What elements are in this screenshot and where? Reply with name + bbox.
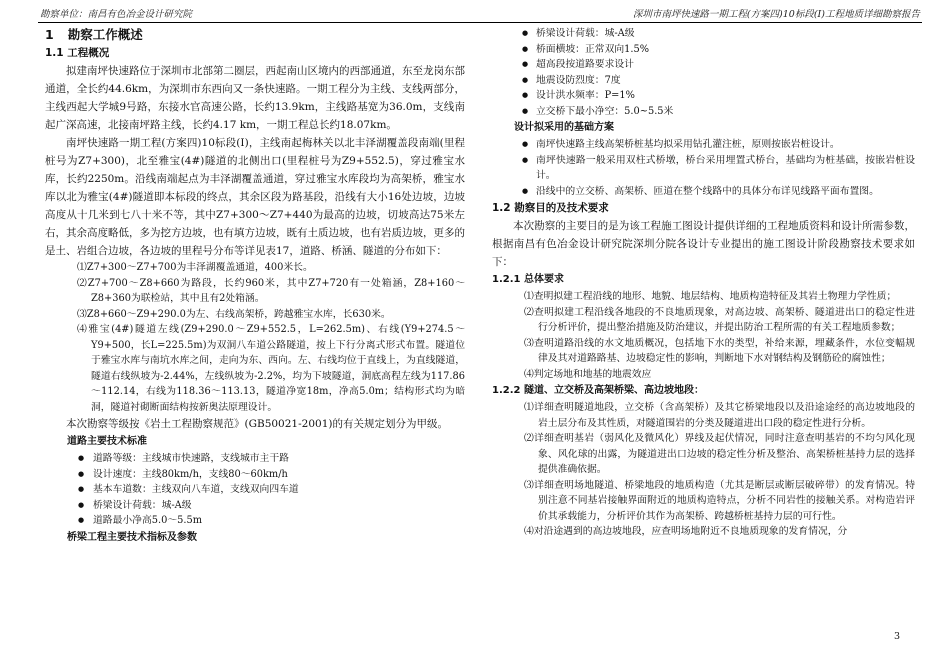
list-item: ● 设计速度：主线80km/h，支线80～60km/h — [45, 467, 465, 483]
list-item: ⑵详细查明基岩（弱风化及微风化）界线及起伏情况，同时注意查明基岩的不均匀风化现象、风化球的出露，为隧道进出口边坡的稳定性分析及整治、高架桥桩基持力层的选择提供准确依据。 — [524, 433, 915, 475]
list-item: ● 桥面横坡：正常双向1.5% — [492, 42, 915, 58]
list-item: ● 基本车道数：主线双向八车道，支线双向四车道 — [45, 482, 465, 498]
header-left: 勘察单位：南昌有色冶金设计研究院 — [40, 9, 193, 20]
road-standards-list — [45, 451, 465, 529]
paragraph-overview: 拟建南坪快速路位于深圳市北部第二圈层，西起南山区境内的西部通道，东至龙岗东部通道，全长约44.6km，为深圳市东西向又一条快速路。一期工程分为主线、支线两部分，主线西起大学城9号路，东接水官高速公路，长约13.9km，主线路基宽为36.0m，支线南起广深高速，北接南坪路主线，长约4.17 km，一期工程总长约18.07km。 — [45, 65, 465, 131]
bridge-standards-list — [492, 26, 915, 119]
list-item: ⑴Z7+300～Z7+700为丰泽湖覆盖通道，400米长。 — [77, 262, 313, 273]
bridge-standards-heading: 桥梁工程主要技术指标及参数 — [67, 531, 197, 543]
left-column — [45, 26, 465, 547]
page-number: 3 — [893, 631, 900, 642]
header-rule — [38, 22, 922, 23]
right-column — [492, 26, 915, 540]
subsection-heading-1-2-2: 1.2.2 隧道、立交桥及高架桥梁、高边坡地段： — [492, 385, 704, 396]
paragraph-section-10: 南坪快速路一期工程(方案四)10标段(Ⅰ)，主线南起梅林关以北丰泽湖覆盖段南端(里程桩号为Z7+300)，北至雅宝(4#)隧道的北侧出口(里程桩号为Z9+552.5)，穿过雅宝水库，长约2250m。沿线南端起点为丰泽湖覆盖通道，穿过雅宝水库段均为高架桥，雅宝水库以北为雅宝(4#)隧道即本标段的终点，其余区段为路基段，沿线有大小16处边坡，边坡高度从十几米到七八十米不等，其中Z7+300～Z7+440为最高的边坡，切坡高达75米左右，其余高度略低，多为挖方边坡，也有填方边坡，既有土质边坡，也有岩质边坡，更多的是土、岩组合边坡，各边坡的里程号分布等详见表17，道路、桥涵、隧道的分布如下： — [45, 137, 465, 257]
subsection-heading-1-1: 1.1 工程概况 — [45, 47, 110, 59]
list-item: ● 设计洪水频率：P=1% — [492, 88, 915, 104]
list-item: ● 立交桥下最小净空：5.0~5.5米 — [492, 104, 915, 120]
list-item: ● 桥梁设计荷载：城-A级 — [492, 26, 915, 42]
section-number: 1 — [45, 27, 54, 42]
paragraph-purpose: 本次勘察的主要目的是为该工程施工图设计提供详细的工程地质资料和设计所需参数，根据南昌有色冶金设计研究院深圳分院各设计专业提出的施工图设计阶段勘察技术要求如下： — [492, 220, 915, 268]
list-item: ● 道路最小净高5.0～5.5m — [45, 513, 465, 529]
list-item: ⑴详细查明隧道地段，立交桥（含高架桥）及其它桥梁地段以及沿途途经的高边坡地段的岩土层分布及其性质，对隧道围岩的分类及隧道进出口段的稳定性进行分析。 — [524, 402, 915, 429]
foundation-heading: 设计拟采用的基础方案 — [514, 122, 614, 133]
list-item: ⑶Z8+660～Z9+290.0为左、右线高架桥，跨越雅宝水库，长630米。 — [77, 308, 391, 320]
list-item: ⑴查明拟建工程沿线的地形、地貌、地层结构、地质构造特征及其岩土物理力学性质； — [524, 291, 897, 302]
list-item: ● 南坪快速路一般采用双柱式桥墩，桥台采用埋置式桥台，基础均为桩基础，按嵌岩桩设计。 — [492, 153, 915, 184]
list-item: ⑷对沿途遇到的高边坡地段，应查明场地附近不良地质现象的发育情况，分 — [524, 526, 848, 537]
list-item: ● 地震设防烈度：7度 — [492, 73, 915, 89]
list-item: ⑷雅宝(4#)隧道左线(Z9+290.0～Z9+552.5，L=262.5m)、右线(Y9+274.5～Y9+500，长L=225.5m)为双洞八车道公路隧道，按上下行分离式形式布置。隧道位于雅宝水库与南坑水库之间，走向为东、西向。左、右线均位于直线上，为直线隧道，隧道右线纵坡为-2.44%，左线纵坡为-2.2%，均为下坡隧道，洞底高程左线为117.86～112.14，右线为118.36～113.13，隧道净宽18m，净高5.0m；结构形式均为暗洞，隧道衬砌断面结构按新奥法原理设计。 — [77, 324, 465, 413]
list-item: ⑵查明拟建工程沿线各地段的不良地质现象，对高边坡、高架桥、隧道进出口的稳定性进行分析评价，提出整治措施及防治建议，并提出防治工程所需的有关工程地质参数； — [524, 306, 915, 333]
subsection-heading-1-2: 1.2 勘察目的及技术要求 — [492, 202, 609, 214]
list-item: ● 超高段按道路要求设计 — [492, 57, 915, 73]
list-item: ● 桥梁设计荷载：城-A级 — [45, 498, 465, 514]
section-heading — [45, 26, 465, 44]
header-right: 深圳市南坪快速路一期工程(方案四)10标段(Ⅰ)工程地质详细勘察报告 — [632, 9, 920, 20]
list-item: ● 沿线中的立交桥、高架桥、匝道在整个线路中的具体分布详见线路平面布置图。 — [492, 184, 915, 200]
foundation-list — [492, 137, 915, 199]
section-title: 勘察工作概述 — [67, 27, 143, 42]
road-standards-heading: 道路主要技术标准 — [67, 436, 147, 447]
list-item: ⑶详细查明场地隧道、桥梁地段的地质构造（尤其是断层或断层破碎带）的发育情况。特别注意不同基岩接触界面附近的地质构造特点，分析不同岩性的接触关系。对构造岩评价其承载能力，分析评价其作为高架桥、跨越桥桩基持力层的可行性。 — [524, 479, 915, 522]
list-item: ⑶查明道路沿线的水文地质概况，包括地下水的类型，补给来源，埋藏条件，水位变幅规律及其对道路路基、边坡稳定性的影响，判断地下水对钢结构及钢筋砼的腐蚀性； — [524, 337, 915, 364]
list-item: ⑷判定场地和地基的地震效应 — [524, 368, 652, 380]
list-item: ● 南坪快速路主线高架桥桩基均拟采用钻孔灌注桩，原则按嵌岩桩设计。 — [492, 137, 915, 153]
paragraph-survey-grade: 本次勘察等级按《岩土工程勘察规范》(GB50021-2001)的有关规定划分为甲级。 — [66, 418, 448, 430]
list-item: ● 道路等级：主线城市快速路，支线城市主干路 — [45, 451, 465, 467]
list-item: ⑵Z7+700～Z8+660为路段，长约960米，其中Z7+720有一处箱涵，Z8+160～Z8+360为联检站，其中且有2处箱涵。 — [77, 277, 465, 304]
subsection-heading-1-2-1: 1.2.1 总体要求 — [492, 274, 564, 285]
